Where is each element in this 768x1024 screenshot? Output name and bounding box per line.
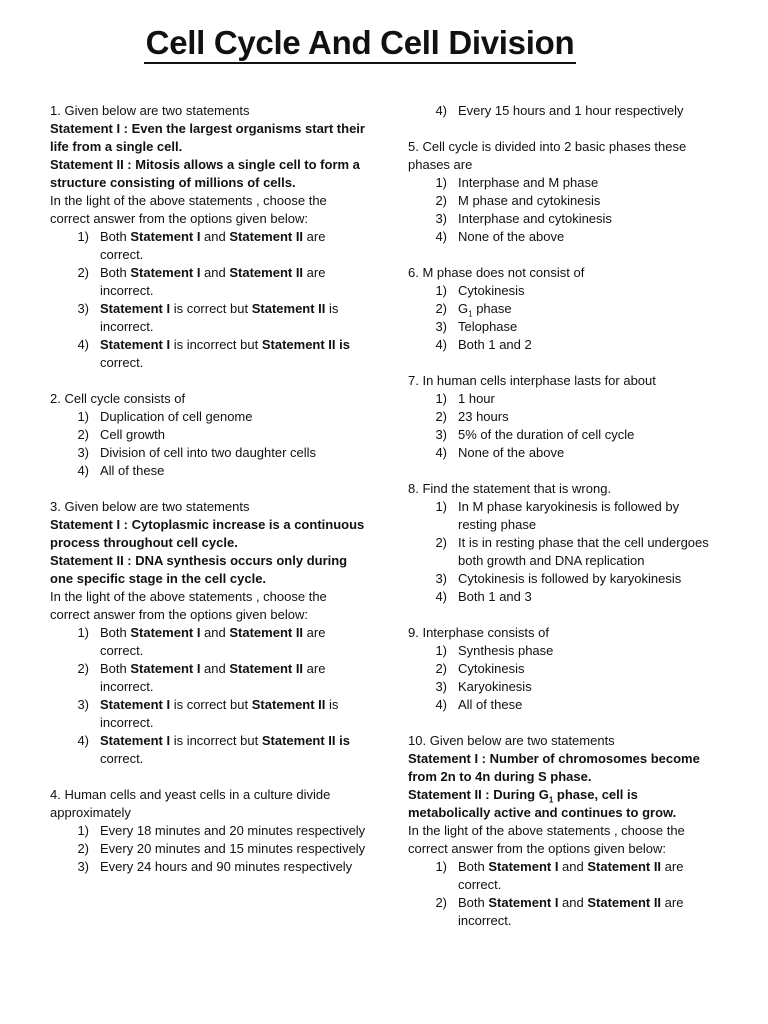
- option-number: 4): [77, 733, 89, 748]
- statement-one: Statement I : Even the largest organisms start their life from a single cell.: [50, 121, 365, 154]
- question-text: [408, 372, 720, 390]
- text-part: 5% of the duration of cell cycle: [458, 427, 635, 442]
- question-prompt: In human cells interphase lasts for about: [422, 373, 656, 388]
- option-item: [50, 426, 368, 444]
- bold-text: Statement I: [100, 337, 171, 352]
- option-item: [408, 408, 720, 426]
- option-item: [408, 426, 720, 444]
- option-number: 1): [77, 625, 89, 640]
- text-part: 1 hour: [458, 391, 495, 406]
- option-item: [50, 444, 368, 462]
- question-number: 3.: [50, 499, 61, 514]
- option-item: [50, 696, 368, 732]
- option-text: [100, 732, 368, 768]
- option-number: 2): [77, 265, 89, 280]
- option-text: [100, 300, 368, 336]
- option-item: [408, 534, 720, 570]
- text-part: Interphase and M phase: [458, 175, 599, 190]
- question-block: [50, 390, 368, 480]
- question-number: 4.: [50, 787, 61, 802]
- option-number: 3): [435, 679, 447, 694]
- question-prompt: Given below are two statements: [64, 499, 250, 514]
- option-item: [408, 588, 720, 606]
- option-number: 4): [435, 103, 447, 118]
- text-part: 23 hours: [458, 409, 509, 424]
- option-text: [458, 858, 720, 894]
- text-part: Both 1 and 2: [458, 337, 532, 352]
- option-item: [50, 660, 368, 696]
- text-part: Statement II : During G: [408, 787, 549, 802]
- option-item: [408, 678, 720, 696]
- option-item: [50, 408, 368, 426]
- question-number: 2.: [50, 391, 61, 406]
- text-part: In M phase karyokinesis is followed by resting phase: [458, 499, 680, 532]
- option-number: 4): [435, 337, 447, 352]
- options-list: [408, 498, 720, 606]
- option-text: [100, 822, 368, 840]
- option-text: [458, 444, 720, 462]
- question-block: [50, 786, 368, 876]
- option-text: [458, 210, 720, 228]
- text-part: are incorrect.: [100, 265, 326, 298]
- option-number: 4): [435, 697, 447, 712]
- option-number: 4): [77, 463, 89, 478]
- option-number: 3): [435, 571, 447, 586]
- question-text: [50, 786, 368, 822]
- text-part: are correct.: [100, 229, 326, 262]
- question-text: [408, 264, 720, 282]
- text-part: Cytokinesis: [458, 283, 525, 298]
- text-part: Every 24 hours and 90 minutes respectively: [100, 859, 353, 874]
- option-number: 3): [435, 319, 447, 334]
- option-number: 1): [77, 823, 89, 838]
- question-text: [408, 480, 720, 498]
- option-item: [408, 336, 720, 354]
- text-part: G: [458, 301, 469, 316]
- option-text: [100, 660, 368, 696]
- text-part: is incorrect but: [170, 733, 262, 748]
- text-part: Duplication of cell genome: [100, 409, 253, 424]
- question-block: [408, 102, 720, 120]
- text-part: M phase and cytokinesis: [458, 193, 601, 208]
- option-number: 3): [77, 445, 89, 460]
- statement-one: Statement I : Number of chromosomes become from 2n to 4n during S phase.: [408, 751, 700, 784]
- option-text: [458, 498, 720, 534]
- option-item: [408, 696, 720, 714]
- option-item: [408, 498, 720, 534]
- text-part: and: [558, 859, 588, 874]
- bold-text: Statement II: [229, 625, 304, 640]
- left-column: [50, 102, 368, 894]
- question-instruction: In the light of the above statements , choose the correct answer from the options given below:: [408, 823, 685, 856]
- option-number: 3): [77, 697, 89, 712]
- bold-text: Statement II: [229, 229, 304, 244]
- question-block: [408, 138, 720, 246]
- question-number: 1.: [50, 103, 61, 118]
- text-part: Cytokinesis: [458, 661, 525, 676]
- option-number: 1): [435, 859, 447, 874]
- option-text: [458, 102, 720, 120]
- question-block: [408, 732, 720, 930]
- bold-text: Statement II: [229, 661, 304, 676]
- option-item: [408, 300, 720, 318]
- text-part: are incorrect.: [458, 895, 684, 928]
- text-part: Both: [458, 859, 489, 874]
- text-part: and: [558, 895, 588, 910]
- option-text: [458, 408, 720, 426]
- text-part: Both: [458, 895, 489, 910]
- statement-two: [408, 786, 720, 822]
- option-text: [458, 228, 720, 246]
- question-block: [408, 480, 720, 606]
- bold-text: Statement II: [251, 697, 326, 712]
- question-block: [408, 624, 720, 714]
- option-text: [458, 678, 720, 696]
- subscript: 1: [548, 795, 554, 805]
- statement-two: Statement II : DNA synthesis occurs only during one specific stage in the cell cycle.: [50, 553, 348, 586]
- option-text: [458, 336, 720, 354]
- option-item: [408, 210, 720, 228]
- option-number: 1): [77, 229, 89, 244]
- options-list: [408, 858, 720, 930]
- option-number: 1): [435, 283, 447, 298]
- option-text: [458, 588, 720, 606]
- options-list: [50, 228, 368, 372]
- option-text: [458, 426, 720, 444]
- option-text: [458, 894, 720, 930]
- text-part: are correct.: [458, 859, 684, 892]
- text-part: Cell growth: [100, 427, 166, 442]
- subscript: 1: [468, 309, 473, 319]
- question-block: [408, 372, 720, 462]
- bold-text: Statement I: [100, 697, 171, 712]
- option-item: [408, 282, 720, 300]
- right-column: [408, 102, 720, 948]
- text-part: It is in resting phase that the cell undergoes both growth and DNA replication: [458, 535, 709, 568]
- text-part: and: [200, 229, 230, 244]
- bold-text: Statement I: [488, 895, 559, 910]
- option-text: [458, 192, 720, 210]
- option-item: [408, 318, 720, 336]
- question-prompt: Human cells and yeast cells in a culture divide approximately: [50, 787, 331, 820]
- question-prompt: Cell cycle is divided into 2 basic phases these phases are: [408, 139, 687, 172]
- question-text: [50, 498, 368, 516]
- option-number: 2): [77, 841, 89, 856]
- option-text: [458, 570, 720, 588]
- question-prompt: M phase does not consist of: [422, 265, 585, 280]
- option-item: [50, 840, 368, 858]
- option-number: 4): [435, 229, 447, 244]
- option-number: 1): [435, 643, 447, 658]
- text-part: correct.: [100, 751, 144, 766]
- text-part: All of these: [100, 463, 165, 478]
- bold-text: Statement I: [488, 859, 559, 874]
- option-item: [408, 894, 720, 930]
- options-list: [408, 174, 720, 246]
- option-number: 3): [77, 301, 89, 316]
- option-number: 3): [435, 427, 447, 442]
- options-list: [50, 408, 368, 480]
- question-prompt: Find the statement that is wrong.: [422, 481, 612, 496]
- options-list: [408, 282, 720, 354]
- option-number: 2): [435, 193, 447, 208]
- text-part: None of the above: [458, 445, 565, 460]
- option-number: 2): [77, 661, 89, 676]
- question-instruction: In the light of the above statements , choose the correct answer from the options given below:: [50, 193, 327, 226]
- question-number: 10.: [408, 733, 427, 748]
- question-number: 8.: [408, 481, 419, 496]
- option-number: 2): [435, 301, 447, 316]
- question-number: 7.: [408, 373, 419, 388]
- text-part: Synthesis phase: [458, 643, 554, 658]
- option-number: 2): [435, 895, 447, 910]
- option-number: 4): [435, 589, 447, 604]
- options-list: [408, 390, 720, 462]
- option-number: 1): [435, 499, 447, 514]
- page-title-text: Cell Cycle And Cell Division: [144, 24, 577, 64]
- option-number: 2): [77, 427, 89, 442]
- bold-text: Statement I: [100, 301, 171, 316]
- option-text: [458, 282, 720, 300]
- text-part: phase: [472, 301, 512, 316]
- option-item: [50, 462, 368, 480]
- question-text: [50, 102, 368, 120]
- options-list: [50, 624, 368, 768]
- text-part: is incorrect but: [170, 337, 262, 352]
- option-text: [458, 534, 720, 570]
- text-part: Telophase: [458, 319, 518, 334]
- option-text: [100, 336, 368, 372]
- bold-text: Statement II: [587, 895, 662, 910]
- bold-text: Statement I: [130, 625, 201, 640]
- question-text: [408, 138, 720, 174]
- option-item: [50, 228, 368, 264]
- option-number: 3): [77, 859, 89, 874]
- text-part: Interphase and cytokinesis: [458, 211, 612, 226]
- option-item: [50, 732, 368, 768]
- option-item: [408, 642, 720, 660]
- bold-text: Statement II: [251, 301, 326, 316]
- option-item: [50, 300, 368, 336]
- question-prompt: Given below are two statements: [64, 103, 250, 118]
- page-title: [0, 24, 720, 62]
- statement-two: Statement II : Mitosis allows a single cell to form a structure consisting of millions of cells.: [50, 157, 360, 190]
- question-text: [408, 624, 720, 642]
- text-part: Both 1 and 3: [458, 589, 532, 604]
- option-number: 4): [435, 445, 447, 460]
- option-text: [458, 660, 720, 678]
- option-text: [458, 390, 720, 408]
- statement-one: Statement I : Cytoplasmic increase is a continuous process throughout cell cycle.: [50, 517, 365, 550]
- text-part: Karyokinesis: [458, 679, 532, 694]
- question-instruction: In the light of the above statements , choose the correct answer from the options given below:: [50, 589, 327, 622]
- option-number: 1): [435, 391, 447, 406]
- option-item: [50, 858, 368, 876]
- text-part: Both: [100, 661, 131, 676]
- question-block: [408, 264, 720, 354]
- text-part: Every 18 minutes and 20 minutes respectively: [100, 823, 366, 838]
- text-part: correct.: [100, 355, 144, 370]
- option-number: 2): [435, 409, 447, 424]
- question-prompt: Cell cycle consists of: [64, 391, 186, 406]
- option-item: [50, 264, 368, 300]
- question-block: [50, 498, 368, 768]
- text-part: are incorrect.: [100, 661, 326, 694]
- text-part: is correct but: [170, 301, 252, 316]
- option-item: [408, 102, 720, 120]
- option-item: [50, 336, 368, 372]
- text-part: Both: [100, 229, 131, 244]
- text-part: All of these: [458, 697, 523, 712]
- question-prompt: Interphase consists of: [422, 625, 549, 640]
- option-text: [458, 300, 720, 318]
- text-part: Division of cell into two daughter cells: [100, 445, 317, 460]
- text-part: Cytokinesis is followed by karyokinesis: [458, 571, 682, 586]
- option-text: [100, 426, 368, 444]
- question-block: [50, 102, 368, 372]
- option-item: [408, 228, 720, 246]
- question-text: [50, 390, 368, 408]
- option-number: 2): [435, 661, 447, 676]
- option-text: [458, 318, 720, 336]
- question-number: 5.: [408, 139, 419, 154]
- option-text: [100, 858, 368, 876]
- text-part: Every 15 hours and 1 hour respectively: [458, 103, 684, 118]
- option-text: [100, 408, 368, 426]
- option-text: [100, 462, 368, 480]
- options-list: [408, 642, 720, 714]
- option-number: 2): [435, 535, 447, 550]
- option-item: [408, 192, 720, 210]
- bold-text: Statement I: [130, 265, 201, 280]
- bold-text: Statement II is: [261, 733, 350, 748]
- option-item: [408, 570, 720, 588]
- text-part: and: [200, 661, 230, 676]
- option-number: 3): [435, 211, 447, 226]
- text-part: is correct but: [170, 697, 252, 712]
- option-item: [50, 822, 368, 840]
- option-item: [408, 174, 720, 192]
- option-item: [408, 858, 720, 894]
- text-part: and: [200, 625, 230, 640]
- text-part: and: [200, 265, 230, 280]
- option-number: 4): [77, 337, 89, 352]
- bold-text: Statement I: [130, 229, 201, 244]
- option-text: [100, 264, 368, 300]
- text-part: Every 20 minutes and 15 minutes respectively: [100, 841, 366, 856]
- option-item: [408, 660, 720, 678]
- text-part: is incorrect.: [100, 697, 339, 730]
- option-number: 1): [435, 175, 447, 190]
- option-text: [100, 840, 368, 858]
- question-prompt: Given below are two statements: [429, 733, 615, 748]
- question-text: [408, 732, 720, 750]
- option-text: [458, 642, 720, 660]
- options-list: [408, 102, 720, 120]
- option-text: [100, 696, 368, 732]
- question-number: 9.: [408, 625, 419, 640]
- option-text: [458, 696, 720, 714]
- option-item: [408, 444, 720, 462]
- option-text: [100, 444, 368, 462]
- text-part: is incorrect.: [100, 301, 339, 334]
- bold-text: Statement II is: [261, 337, 350, 352]
- option-item: [50, 624, 368, 660]
- text-part: Both: [100, 265, 131, 280]
- bold-text: Statement I: [130, 661, 201, 676]
- options-list: [50, 822, 368, 876]
- bold-text: Statement I: [100, 733, 171, 748]
- option-number: 1): [77, 409, 89, 424]
- text-part: Both: [100, 625, 131, 640]
- text-part: phase, cell is metabolically active and continues to grow.: [408, 787, 677, 820]
- bold-text: Statement II: [229, 265, 304, 280]
- option-text: [458, 174, 720, 192]
- question-number: 6.: [408, 265, 419, 280]
- option-item: [408, 390, 720, 408]
- option-text: [100, 624, 368, 660]
- text-part: None of the above: [458, 229, 565, 244]
- option-text: [100, 228, 368, 264]
- bold-text: Statement II: [587, 859, 662, 874]
- text-part: are correct.: [100, 625, 326, 658]
